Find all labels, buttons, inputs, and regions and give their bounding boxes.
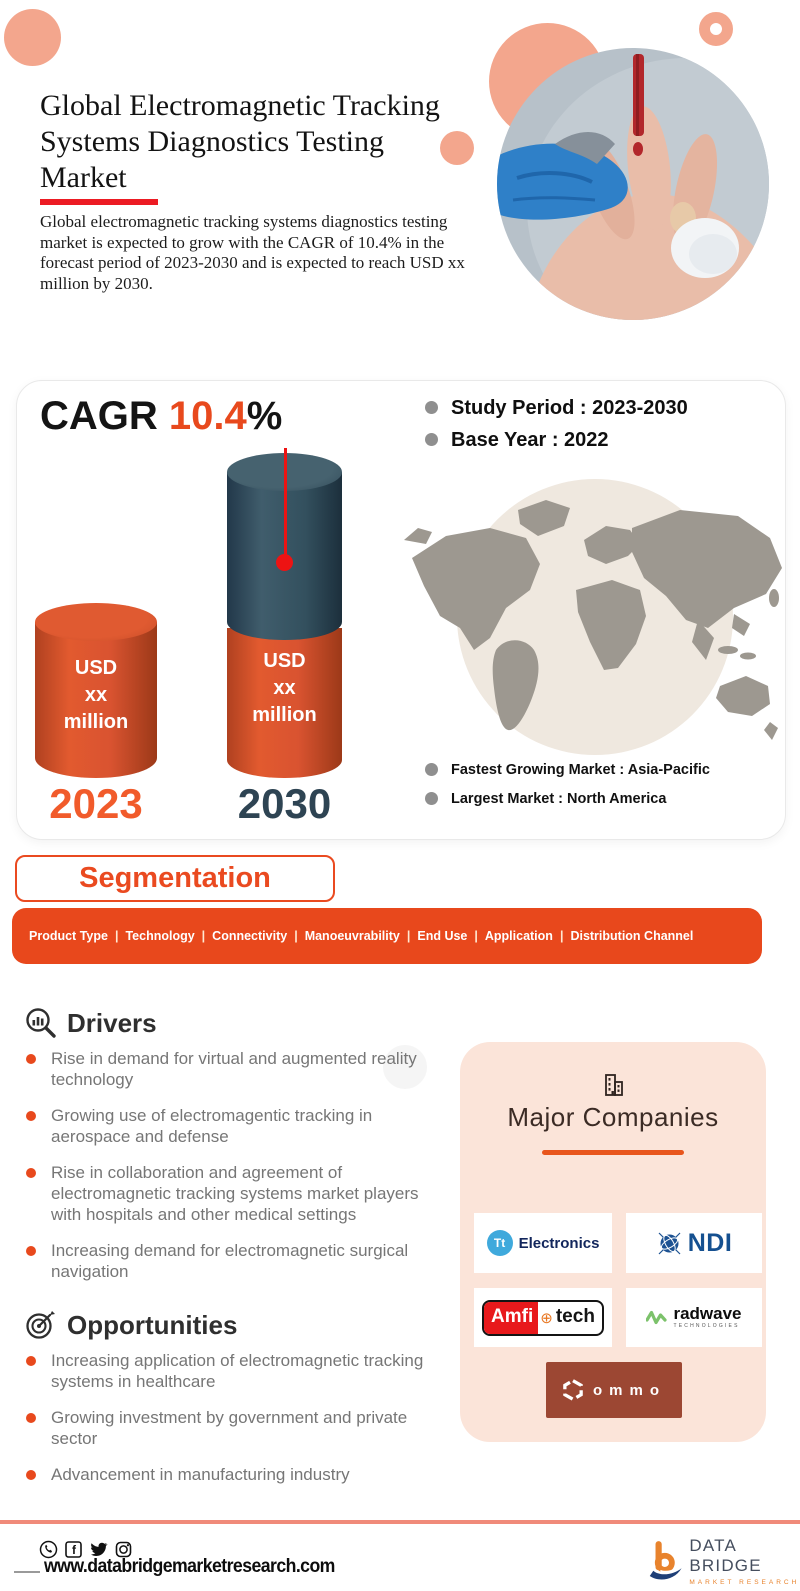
amfitech-crosshair-icon: ⊕ xyxy=(540,1309,553,1327)
logo-card-tt-electronics xyxy=(474,1213,612,1273)
opportunity-item: Growing investment by government and private sector xyxy=(26,1407,442,1449)
segment-product-type: Product Type xyxy=(29,929,108,943)
cagr-percent-sign: % xyxy=(246,394,283,438)
major-companies-title: Major Companies xyxy=(507,1102,719,1132)
website-dash xyxy=(14,1571,40,1573)
drivers-list xyxy=(26,1048,442,1297)
magnifier-chart-icon xyxy=(24,1006,58,1040)
page-title xyxy=(40,88,510,196)
brand-name: DATA BRIDGE xyxy=(689,1536,762,1575)
amfitech-right: tech xyxy=(555,1305,595,1327)
tt-electronics-icon: Tt xyxy=(487,1230,513,1256)
cagr-pointer-dot xyxy=(276,554,293,571)
cagr-pointer-line xyxy=(284,448,287,560)
page-title-line-2: Systems Diagnostics Testing xyxy=(40,125,385,158)
bar-2023-value: USD xx million xyxy=(63,657,129,733)
driver-item: Increasing demand for electromagnetic surgical navigation xyxy=(26,1240,442,1282)
drivers-heading xyxy=(24,1006,157,1040)
bullet-icon xyxy=(26,1356,36,1366)
cagr-label: CAGR xyxy=(40,394,158,438)
segmentation-title: Segmentation xyxy=(79,862,271,894)
bullet-icon xyxy=(26,1054,36,1064)
driver-item: Rise in demand for virtual and augmented reality technology xyxy=(26,1048,442,1090)
decor-ring-top-right xyxy=(699,12,733,46)
bullet-icon xyxy=(425,763,438,776)
segment-technology: Technology xyxy=(125,929,195,943)
building-icon xyxy=(598,1070,628,1105)
logo-card-ndi xyxy=(626,1213,762,1273)
bullet-icon xyxy=(26,1470,36,1480)
bullet-icon xyxy=(26,1168,36,1178)
logo-card-ommo xyxy=(546,1362,682,1418)
cagr-heading xyxy=(40,394,282,439)
page-title-line-1: Global Electromagnetic Tracking xyxy=(40,89,440,122)
data-bridge-logo-icon xyxy=(648,1538,683,1584)
bullet-icon xyxy=(26,1246,36,1256)
driver-item: Rise in collaboration and agreement of electromagnetic tracking systems market players with hospitals and other medical settings xyxy=(26,1162,442,1225)
radwave-name: radwave xyxy=(673,1304,742,1323)
bullet-icon xyxy=(26,1413,36,1423)
bar-2023-top xyxy=(35,603,157,641)
data-bridge-logo xyxy=(648,1536,800,1586)
opportunity-item: Increasing application of electromagnetic tracking systems in healthcare xyxy=(26,1350,442,1392)
ndi-globe-icon xyxy=(656,1230,683,1257)
fact-study-period: Study Period : 2023-2030 xyxy=(425,397,688,420)
website-url[interactable]: www.databridgemarketresearch.com xyxy=(44,1556,335,1577)
bullet-icon xyxy=(26,1111,36,1121)
page-title-line-3: Market xyxy=(40,161,127,194)
tt-electronics-name: Electronics xyxy=(518,1234,600,1252)
amfitech-left: Amfi xyxy=(484,1302,538,1334)
footer-divider xyxy=(0,1520,800,1524)
bar-2023-label: 2023 xyxy=(49,780,143,827)
svg-text:f: f xyxy=(72,1543,76,1557)
drivers-title: Drivers xyxy=(67,1007,157,1038)
radwave-sub: TECHNOLOGIES xyxy=(673,1323,740,1329)
segment-manoeuvrability: Manoeuvrability xyxy=(304,929,400,943)
bar-2030-value: USD xx million xyxy=(252,650,317,726)
brand-subtitle: MARKET RESEARCH xyxy=(689,1579,800,1586)
bullet-icon xyxy=(425,792,438,805)
decor-circle-top-left xyxy=(4,9,61,66)
segmentation-banner: Product Type | Technology | Connectivity | Manoeuvrability | End Use | Application | Distribution Channel xyxy=(12,908,762,964)
market-description: Global electromagnetic tracking systems diagnostics testing market is expected to grow with the CAGR of 10.4% in the forecast period of 2023-2030 and is expected to reach USD xx million by 2030. xyxy=(40,212,465,293)
bullet-icon xyxy=(425,433,438,446)
title-underline xyxy=(40,199,158,205)
bar-2030-label: 2030 xyxy=(237,780,332,827)
major-companies-underline xyxy=(542,1150,684,1155)
radwave-wave-icon xyxy=(646,1309,667,1326)
ommo-hex-icon xyxy=(562,1379,584,1401)
segment-connectivity: Connectivity xyxy=(212,929,288,943)
fact-base-year: Base Year : 2022 xyxy=(425,429,609,452)
bullet-icon xyxy=(425,401,438,414)
segmentation-heading-box xyxy=(15,855,335,902)
opportunities-heading xyxy=(24,1308,237,1342)
segment-application: Application xyxy=(484,929,553,943)
blood-test-photo xyxy=(497,48,769,320)
fact-largest-market: Largest Market : North America xyxy=(425,791,666,807)
world-map xyxy=(398,478,790,771)
world-map-art xyxy=(398,478,790,766)
target-icon xyxy=(24,1308,58,1342)
opportunities-title: Opportunities xyxy=(67,1309,238,1340)
logo-card-amfitech xyxy=(474,1288,612,1347)
logo-card-radwave xyxy=(626,1288,762,1347)
blood-test-photo-art xyxy=(497,48,769,320)
opportunity-item: Advancement in manufacturing industry xyxy=(26,1464,442,1485)
segment-distribution-channel: Distribution Channel xyxy=(570,929,694,943)
cagr-value: 10.4 xyxy=(168,394,247,438)
driver-item: Growing use of electromagentic tracking in aerospace and defense xyxy=(26,1105,442,1147)
ndi-name: NDI xyxy=(687,1228,733,1257)
opportunities-list xyxy=(26,1350,442,1500)
segment-end-use: End Use xyxy=(417,929,468,943)
fact-fastest-growing: Fastest Growing Market : Asia-Pacific xyxy=(425,762,710,778)
ommo-name: ommo xyxy=(593,1381,666,1399)
